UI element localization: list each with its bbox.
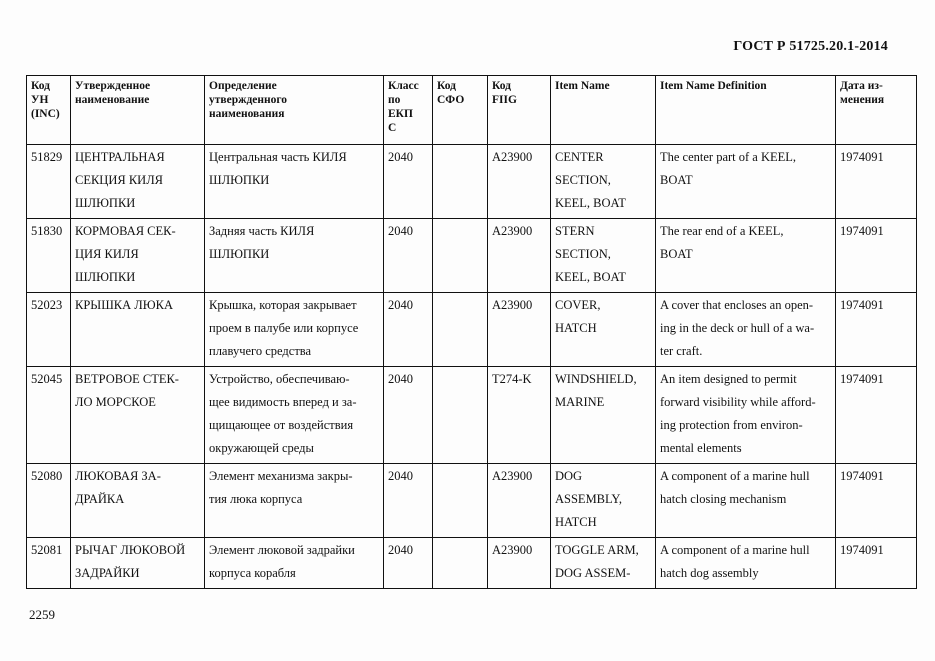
cell-sfo-code	[433, 464, 488, 538]
cell-definition	[205, 464, 384, 538]
text-line: ЛЮКОВАЯ ЗА-	[75, 469, 161, 483]
text-line: mental elements	[660, 441, 742, 455]
cell-item-definition	[656, 145, 836, 219]
cell-fiig-code: A23900	[488, 538, 551, 589]
text-line: С	[388, 122, 397, 134]
text-line: Item Name	[555, 80, 610, 92]
text-line: MARINE	[555, 395, 605, 409]
header-code-inc	[27, 76, 71, 145]
table-row	[27, 464, 917, 538]
text-line: An item designed to permit	[660, 372, 797, 386]
cell-class: 2040	[384, 145, 433, 219]
cell-date: 1974091	[836, 464, 917, 538]
cell-approved-name	[71, 219, 205, 293]
table-row	[27, 367, 917, 464]
header-approved-name	[71, 76, 205, 145]
text-line: SECTION,	[555, 173, 611, 187]
text-line: ЕКП	[388, 108, 413, 120]
cell-item-definition	[656, 367, 836, 464]
cell-code: 51829	[27, 145, 71, 219]
text-line: проем в палубе или корпусе	[209, 321, 359, 335]
cell-item-name	[551, 538, 656, 589]
text-line: Элемент механизма закры-	[209, 469, 353, 483]
text-line: Элемент люковой задрайки	[209, 543, 355, 557]
text-line: KEEL, BOAT	[555, 270, 626, 284]
text-line: ШЛЮПКИ	[209, 173, 270, 187]
text-line: BOAT	[660, 247, 693, 261]
text-line: KEEL, BOAT	[555, 196, 626, 210]
text-line: The rear end of a KEEL,	[660, 224, 784, 238]
text-line: ЦИЯ КИЛЯ	[75, 247, 139, 261]
cell-item-definition	[656, 538, 836, 589]
text-line: ЛО МОРСКОЕ	[75, 395, 156, 409]
cell-fiig-code: A23900	[488, 464, 551, 538]
text-line: (INC)	[31, 108, 60, 120]
text-line: ВЕТРОВОЕ СТЕК-	[75, 372, 179, 386]
text-line: Код	[492, 80, 512, 92]
text-line: КРЫШКА ЛЮКА	[75, 298, 173, 312]
text-line: WINDSHIELD,	[555, 372, 637, 386]
cell-item-definition	[656, 464, 836, 538]
text-line: TOGGLE ARM,	[555, 543, 639, 557]
cell-code: 52045	[27, 367, 71, 464]
text-line: щее видимость вперед и за-	[209, 395, 357, 409]
text-line: утвержденного	[209, 94, 288, 106]
cell-code: 51830	[27, 219, 71, 293]
cell-item-name	[551, 367, 656, 464]
header-fiig-code	[488, 76, 551, 145]
text-line: окружающей среды	[209, 441, 314, 455]
table-row	[27, 145, 917, 219]
text-line: Класс	[388, 80, 419, 92]
page-number: 2259	[29, 607, 55, 622]
table-row	[27, 219, 917, 293]
text-line: СФО	[437, 94, 465, 106]
cell-definition	[205, 293, 384, 367]
cell-item-name	[551, 293, 656, 367]
text-line: STERN	[555, 224, 595, 238]
cell-item-name	[551, 464, 656, 538]
cell-fiig-code: A23900	[488, 219, 551, 293]
text-line: Код	[31, 80, 51, 92]
header-date	[836, 76, 917, 145]
cell-definition	[205, 538, 384, 589]
header-sfo-code	[433, 76, 488, 145]
cell-date: 1974091	[836, 367, 917, 464]
cell-approved-name	[71, 538, 205, 589]
text-line: Утвержденное	[75, 80, 151, 92]
text-line: Центральная часть КИЛЯ	[209, 150, 347, 164]
text-line: BOAT	[660, 173, 693, 187]
cell-date: 1974091	[836, 293, 917, 367]
text-line: A component of a marine hull	[660, 543, 810, 557]
cell-class: 2040	[384, 367, 433, 464]
text-line: по	[388, 94, 401, 106]
text-line: ing in the deck or hull of a wa-	[660, 321, 815, 335]
cell-code: 52023	[27, 293, 71, 367]
cell-date: 1974091	[836, 219, 917, 293]
cell-definition	[205, 145, 384, 219]
cell-code: 52080	[27, 464, 71, 538]
text-line: УН	[31, 94, 49, 106]
text-line: FIIG	[492, 94, 517, 106]
text-line: A cover that encloses an open-	[660, 298, 814, 312]
cell-sfo-code	[433, 145, 488, 219]
text-line: The center part of a KEEL,	[660, 150, 797, 164]
text-line: Устройство, обеспечиваю-	[209, 372, 350, 386]
text-line: Item Name Definition	[660, 80, 767, 92]
standard-number: ГОСТ Р 51725.20.1-2014	[733, 39, 888, 54]
text-line: ШЛЮПКИ	[75, 196, 136, 210]
header-definition	[205, 76, 384, 145]
text-line: щищающее от воздействия	[209, 418, 354, 432]
text-line: HATCH	[555, 515, 597, 529]
text-line: Задняя часть КИЛЯ	[209, 224, 315, 238]
text-line: COVER,	[555, 298, 601, 312]
text-line: СЕКЦИЯ КИЛЯ	[75, 173, 164, 187]
text-line: РЫЧАГ ЛЮКОВОЙ	[75, 543, 186, 557]
cell-fiig-code: A23900	[488, 293, 551, 367]
header-item-name	[551, 76, 656, 145]
text-line: Определение	[209, 80, 277, 92]
cell-approved-name	[71, 367, 205, 464]
cell-sfo-code	[433, 219, 488, 293]
cell-definition	[205, 219, 384, 293]
header-class	[384, 76, 433, 145]
cell-date: 1974091	[836, 538, 917, 589]
text-line: менения	[840, 94, 885, 106]
cell-approved-name	[71, 145, 205, 219]
cell-sfo-code	[433, 367, 488, 464]
cell-approved-name	[71, 293, 205, 367]
text-line: DOG ASSEM-	[555, 566, 631, 580]
cell-fiig-code: T274-K	[488, 367, 551, 464]
cell-class: 2040	[384, 538, 433, 589]
text-line: CENTER	[555, 150, 604, 164]
catalog-table	[26, 75, 917, 589]
cell-item-definition	[656, 219, 836, 293]
cell-approved-name	[71, 464, 205, 538]
text-line: Крышка, которая закрывает	[209, 298, 357, 312]
text-line: КОРМОВАЯ СЕК-	[75, 224, 176, 238]
text-line: ДРАЙКА	[75, 492, 125, 506]
cell-date: 1974091	[836, 145, 917, 219]
text-line: наименования	[209, 108, 285, 120]
cell-sfo-code	[433, 293, 488, 367]
text-line: плавучего средства	[209, 344, 312, 358]
header-row	[27, 76, 917, 145]
text-line: Код	[437, 80, 457, 92]
cell-item-name	[551, 219, 656, 293]
text-line: ШЛЮПКИ	[209, 247, 270, 261]
text-line: корпуса корабля	[209, 566, 296, 580]
text-line: Дата из-	[840, 80, 883, 92]
cell-sfo-code	[433, 538, 488, 589]
text-line: ter craft.	[660, 344, 703, 358]
table-body	[27, 145, 917, 589]
text-line: hatch closing mechanism	[660, 492, 787, 506]
header-item-definition	[656, 76, 836, 145]
cell-item-definition	[656, 293, 836, 367]
text-line: наименование	[75, 94, 150, 106]
cell-item-name	[551, 145, 656, 219]
cell-definition	[205, 367, 384, 464]
text-line: SECTION,	[555, 247, 611, 261]
text-line: forward visibility while afford-	[660, 395, 816, 409]
text-line: ЦЕНТРАЛЬНАЯ	[75, 150, 165, 164]
text-line: A component of a marine hull	[660, 469, 810, 483]
cell-code: 52081	[27, 538, 71, 589]
cell-class: 2040	[384, 219, 433, 293]
text-line: DOG	[555, 469, 583, 483]
cell-class: 2040	[384, 293, 433, 367]
cell-class: 2040	[384, 464, 433, 538]
table-row	[27, 293, 917, 367]
text-line: ASSEMBLY,	[555, 492, 622, 506]
text-line: ing protection from environ-	[660, 418, 803, 432]
text-line: ШЛЮПКИ	[75, 270, 136, 284]
text-line: HATCH	[555, 321, 597, 335]
text-line: ЗАДРАЙКИ	[75, 566, 140, 580]
text-line: hatch dog assembly	[660, 566, 759, 580]
text-line: тия люка корпуса	[209, 492, 303, 506]
table-row	[27, 538, 917, 589]
cell-fiig-code: A23900	[488, 145, 551, 219]
